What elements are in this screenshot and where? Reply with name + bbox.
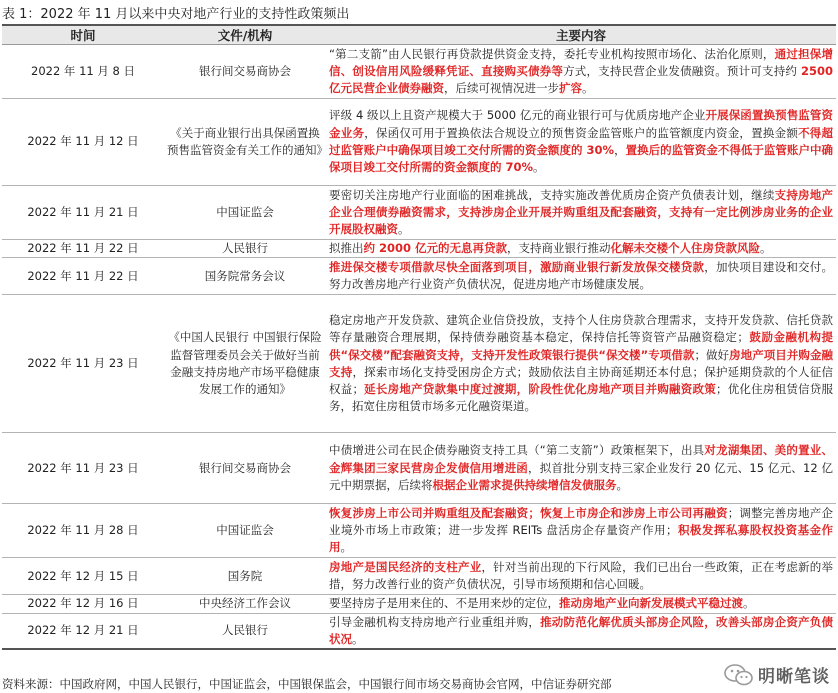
cell-org: 国务院常务会议 [164, 258, 326, 295]
cell-org: 中央经济工作会议 [164, 595, 326, 613]
highlighted-text: 推进保交楼专项借款尽快全面落到项目，激励商业银行新发放保交楼贷款 [329, 260, 705, 274]
content-text: ，拟首批分别支持三家企业发行 20 亿元、15 亿元、12 亿元中期票据，后续将 [329, 460, 833, 492]
cell-content [326, 504, 836, 558]
cell-org: 《关于商业银行出具保函置换预售监管资金有关工作的通知》 [164, 99, 326, 186]
cell-content [326, 99, 836, 186]
content-text: ；调整完善房地产企业境外市场上市政策；进一步发挥 REITs 盘活房企存量资产作用； [329, 505, 833, 538]
cell-org: 中国证监会 [164, 504, 326, 558]
content-text: 中债增进公司在民企债券融资支持工具（“第二支箭”）政策框架下，出具 [329, 443, 705, 458]
highlighted-text: 根据企业需求提供持续增信发债服务 [432, 477, 617, 492]
policy-table [2, 24, 836, 650]
content-text: ，探索市场化支持受困房企方式；鼓励依法自主协商延期还本付息；保护延期贷款的个人征信权益； [329, 364, 833, 397]
cell-time: 2022 年 11 月 21 日 [2, 186, 164, 240]
cell-content [326, 240, 836, 258]
table-row [2, 45, 836, 99]
watermark-text: 明晰笔谈 [758, 667, 830, 687]
cell-time: 2022 年 11 月 12 日 [2, 99, 164, 186]
content-text: 。 [533, 160, 545, 175]
cell-org: 银行间交易商协会 [164, 433, 326, 504]
highlighted-text: 2500 亿元民营企业债券融资 [329, 63, 833, 96]
content-text: 稳定房地产开发贷款、建筑企业信贷投放，支持个人住房贷款合理需求，支持开发贷款、信托贷款等存量融资合理展期，保持债券融资基本稳定，保持信托等资管产品融资稳定； [329, 312, 833, 345]
highlighted-text: 恢复涉房上市公司并购重组及配套融资；恢复上市房企和涉房上市公司再融资 [329, 505, 728, 520]
highlighted-text: 积极发挥私募股权投资基金作用 [329, 523, 834, 555]
highlighted-text: 开展保函置换预售监管资金业务 [329, 108, 834, 140]
cell-time: 2022 年 12 月 21 日 [2, 613, 164, 649]
cell-time: 2022 年 12 月 16 日 [2, 595, 164, 613]
content-text: 要密切关注房地产行业面临的困难挑战，支持实施改善优质房企资产负债表计划，继续 [329, 187, 775, 202]
content-text: 。 [760, 241, 772, 255]
table-row [2, 295, 836, 433]
content-text: ；做好 [694, 347, 730, 362]
content-text: 要坚持房子是用来住的、不是用来炒的定位， [329, 596, 559, 611]
content-text: ，保函仅可用于置换依法合规设立的预售资金监管账户的监管额度内资金，置换金额 [364, 125, 799, 140]
cell-content [326, 558, 836, 595]
cell-time: 2022 年 11 月 28 日 [2, 504, 164, 558]
content-text: 。 [352, 631, 364, 646]
cell-time: 2022 年 11 月 22 日 [2, 258, 164, 295]
cell-content [326, 45, 836, 99]
content-text: 方式，支持民营企业发债融资。预计可支持约 [563, 63, 801, 78]
highlighted-text: 延长房地产贷款集中度过渡期，阶段性优化房地产项目并购融资政策 [363, 382, 716, 397]
cell-time: 2022 年 11 月 22 日 [2, 240, 164, 258]
cell-content [326, 433, 836, 504]
highlighted-text: 鼓励金融机构提供“保交楼”配套融资支持，支持开发性政策银行提供“保交楼”专项借款 [329, 330, 834, 362]
table-row [2, 504, 836, 558]
content-text: 评级 4 级以上且资产规模大于 5000 亿元的商业银行可与优质房地产企业 [329, 108, 706, 123]
content-text: ，后续可视情况进一步 [444, 81, 559, 96]
highlighted-text: 置换后的监管资金不得低于监管账户中确保项目竣工交付所需的资金额度的 70% [329, 143, 833, 175]
highlighted-text: 房地产项目并购金融支持 [329, 347, 834, 379]
cell-org: 《中国人民银行 中国银行保险监督管理委员会关于做好当前金融支持房地产市场平稳健康发展工作的通知》 [164, 295, 326, 433]
highlighted-text: 不得超过监管账户中确保项目竣工交付所需的资金额度的 30% [329, 125, 834, 157]
highlighted-text: 推动防范化解优质头部房企风险，改善头部房企资产负债状况 [329, 614, 834, 646]
cell-org: 人民银行 [164, 613, 326, 649]
table-row [2, 558, 836, 595]
content-text: ，加快项目建设和交付。努力改善房地产行业资产负债状况，促进房地产市场健康发展。 [329, 260, 833, 292]
cell-time: 2022 年 11 月 23 日 [2, 295, 164, 433]
content-text: 。 [340, 540, 352, 555]
content-text: 。 [743, 596, 755, 611]
highlighted-text: 通过担保增信、创设信用风险缓释凭证、直接购买债券等 [329, 46, 834, 78]
cell-content [326, 186, 836, 240]
table-caption: 表 1：2022 年 11 月以来中央对地产行业的支持性政策频出 [2, 7, 350, 22]
content-text: 拟推出 [329, 241, 364, 255]
header-time: 时间 [2, 25, 164, 45]
header-content: 主要内容 [326, 25, 836, 45]
table-row [2, 613, 836, 649]
content-text: 。 [582, 81, 594, 96]
highlighted-text: 约 2000 亿元的无息再贷款 [363, 241, 508, 255]
table-row [2, 186, 836, 240]
cell-content [326, 613, 836, 649]
cell-content [326, 258, 836, 295]
cell-org: 银行间交易商协会 [164, 45, 326, 99]
table-header-row [2, 25, 836, 45]
content-text: 。 [398, 222, 410, 237]
content-text: 引导金融机构支持房地产行业重组并购， [329, 614, 541, 629]
source-note: 资料来源：中国政府网，中国人民银行，中国证监会，中国银保监会，中国银行间市场交易商协会官网，中信证券研究部 [2, 677, 612, 691]
highlighted-text: 对龙湖集团、美的置业、金辉集团三家民营房企发债信用增进函 [329, 443, 834, 475]
highlighted-text: 扩容 [559, 81, 582, 96]
highlighted-text: 推动房地产业向新发展模式平稳过渡 [559, 596, 743, 611]
table-body [2, 45, 836, 650]
cell-content [326, 295, 836, 433]
table-row [2, 258, 836, 295]
content-text: ， [614, 143, 626, 157]
content-text: ，针对当前出现的下行风险，我们已出台一些政策，正在考虑新的举措，努力改善行业的资产负债状况，引导市场预期和信心回暖。 [329, 560, 834, 592]
cell-time: 2022 年 11 月 8 日 [2, 45, 164, 99]
table-row [2, 99, 836, 186]
content-text: 。 [616, 477, 628, 492]
content-text: “第二支箭”由人民银行再贷款提供资金支持，委托专业机构按照市场化、法治化原则， [329, 46, 775, 61]
highlighted-text: 化解未交楼个人住房贷款风险 [610, 241, 761, 255]
cell-time: 2022 年 12 月 15 日 [2, 558, 164, 595]
wechat-logo-icon [724, 663, 754, 687]
content-text: ，支持商业银行推动 [507, 241, 611, 255]
table-row [2, 240, 836, 258]
cell-org: 中国证监会 [164, 186, 326, 240]
header-org: 文件/机构 [164, 25, 326, 45]
cell-org: 国务院 [164, 558, 326, 595]
watermark [724, 662, 830, 687]
table-row [2, 595, 836, 613]
cell-time: 2022 年 11 月 23 日 [2, 433, 164, 504]
highlighted-text: 房地产是国民经济的支柱产业 [329, 560, 482, 574]
cell-org: 人民银行 [164, 240, 326, 258]
cell-content [326, 595, 836, 613]
highlighted-text: 支持房地产企业合理债券融资需求，支持涉房企业开展并购重组及配套融资，支持有一定比例涉房业务的企业开展股权融资 [329, 187, 833, 237]
content-text: ；优化住房租赁信贷服务，拓宽住房租赁市场多元化融资渠道。 [329, 382, 834, 414]
table-row [2, 433, 836, 504]
